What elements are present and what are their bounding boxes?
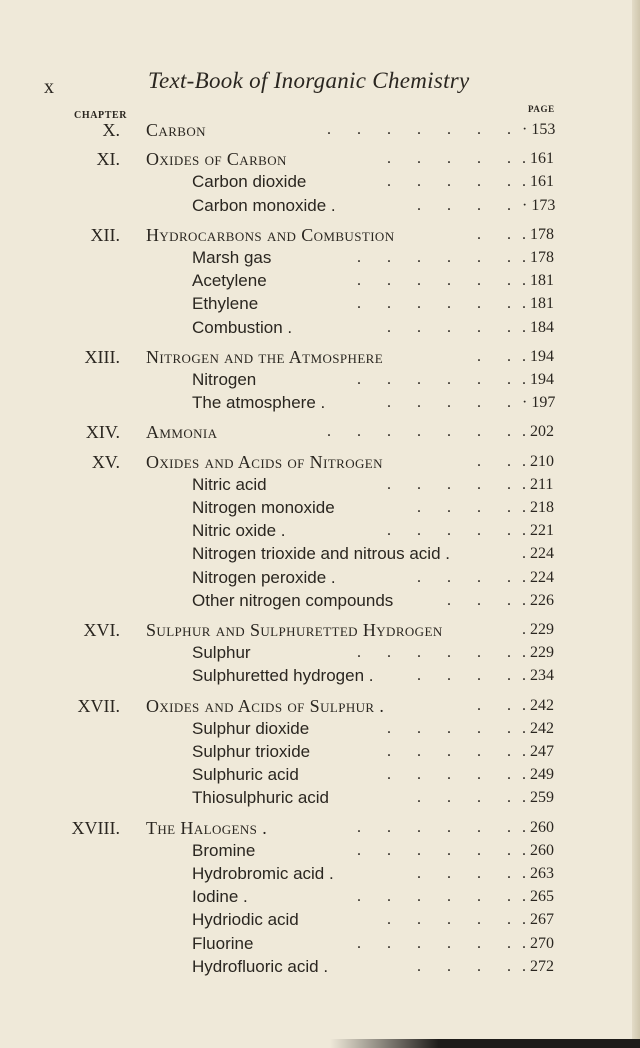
chapter-title: Carbon bbox=[146, 120, 206, 140]
chapter-title: Oxides and Acids of Sulphur . bbox=[146, 695, 385, 716]
page-number: . 194 bbox=[522, 371, 554, 388]
page-number: . 265 bbox=[522, 888, 554, 906]
leader-dots: . . . . . . bbox=[357, 295, 522, 313]
chapter-title: Ammonia bbox=[146, 422, 218, 443]
leader-dots: . . . . . bbox=[387, 318, 522, 336]
page-number: . 218 bbox=[522, 499, 554, 516]
leader-dots: . . . . . bbox=[387, 766, 522, 784]
running-header bbox=[0, 66, 640, 96]
leader-dots: . . . . . . . bbox=[327, 121, 522, 138]
toc-section-row bbox=[0, 786, 640, 810]
page-number: . 259 bbox=[522, 789, 554, 807]
leader-dots: . . . . . . bbox=[357, 249, 522, 266]
section-title: Nitrogen monoxide bbox=[192, 498, 335, 517]
toc-section-row bbox=[0, 519, 640, 543]
chapter-number: XI. bbox=[96, 149, 120, 170]
page-number: . 221 bbox=[522, 522, 554, 540]
section-title: Hydriodic acid bbox=[192, 910, 299, 930]
section-title: Thiosulphuric acid bbox=[192, 788, 330, 808]
page-number: . 263 bbox=[522, 865, 554, 882]
toc-section-row bbox=[0, 641, 640, 665]
section-title: Combustion . bbox=[192, 317, 293, 337]
section-title: Sulphur bbox=[192, 643, 251, 663]
toc-section-row bbox=[0, 717, 640, 741]
section-title: The atmosphere . bbox=[192, 393, 326, 413]
page-number: . 184 bbox=[522, 318, 554, 336]
section-title: Sulphur dioxide bbox=[192, 718, 310, 738]
toc-section-row bbox=[0, 955, 640, 979]
leader-dots: . . . . bbox=[417, 499, 522, 516]
toc-section-row bbox=[0, 542, 640, 566]
leader-dots: . . bbox=[477, 452, 522, 470]
page-column-heading: PAGE bbox=[528, 104, 555, 114]
page-number: . 161 bbox=[522, 173, 554, 191]
page-number: . 242 bbox=[522, 719, 554, 737]
page-number: . 229 bbox=[522, 644, 554, 662]
page-number: . 229 bbox=[522, 621, 554, 638]
leader-dots: . . . . bbox=[417, 865, 522, 882]
book-title: Text-Book of Inorganic Chemistry bbox=[148, 68, 470, 93]
page-numeral: x bbox=[44, 76, 55, 98]
section-title: Hydrobromic acid . bbox=[192, 864, 334, 883]
toc-section-row bbox=[0, 292, 640, 316]
chapter-number: XII. bbox=[90, 224, 120, 245]
chapter-title: Hydrocarbons and Combustion bbox=[146, 224, 395, 245]
toc-section-row bbox=[0, 908, 640, 932]
page-number: . 270 bbox=[522, 934, 554, 952]
section-title: Fluorine bbox=[192, 933, 254, 953]
leader-dots: . . . . . bbox=[387, 719, 522, 737]
page-number: . 202 bbox=[522, 423, 554, 441]
toc-section-row bbox=[0, 885, 640, 909]
page-number: . 210 bbox=[522, 452, 554, 470]
toc-section-row bbox=[0, 316, 640, 340]
section-title: Sulphuric acid bbox=[192, 765, 299, 785]
leader-dots: . . . bbox=[447, 591, 522, 609]
toc-section-row bbox=[0, 194, 640, 218]
leader-dots: . . bbox=[477, 347, 522, 365]
leader-dots: . . . . . . bbox=[357, 371, 522, 388]
leader-dots: . . . . bbox=[417, 196, 522, 214]
section-title: Nitrogen trioxide and nitrous acid . bbox=[192, 544, 450, 564]
page-number: . 224 bbox=[522, 545, 554, 563]
page-number: · 173 bbox=[522, 196, 556, 214]
chapter-title: Oxides of Carbon bbox=[146, 149, 287, 170]
section-title: Acetylene bbox=[192, 271, 267, 291]
section-title: Ethylene bbox=[192, 294, 259, 314]
leader-dots: . . bbox=[477, 225, 522, 243]
toc-chapter-row bbox=[0, 816, 640, 840]
toc-section-row bbox=[0, 368, 640, 392]
page-number: . 247 bbox=[522, 743, 554, 760]
toc-section-row bbox=[0, 566, 640, 590]
page-number: . 226 bbox=[522, 591, 554, 609]
page-number: . 249 bbox=[522, 766, 554, 784]
toc-chapter-row bbox=[0, 223, 640, 247]
page-number: . 272 bbox=[522, 957, 554, 975]
toc-section-row bbox=[0, 932, 640, 956]
toc-section-row bbox=[0, 170, 640, 194]
toc-section-row bbox=[0, 496, 640, 520]
page-number: . 267 bbox=[522, 911, 554, 929]
chapter-number: XVIII. bbox=[71, 817, 120, 838]
leader-dots: . . . . bbox=[417, 957, 522, 975]
page-number: . 178 bbox=[522, 249, 554, 266]
section-title: Sulphuretted hydrogen . bbox=[192, 666, 374, 686]
toc-section-row bbox=[0, 763, 640, 787]
leader-dots: . . . . . bbox=[387, 394, 522, 412]
page-number: . 178 bbox=[522, 225, 554, 243]
page-number: . 194 bbox=[522, 347, 554, 365]
toc-chapter-row bbox=[0, 694, 640, 718]
page-number: . 260 bbox=[522, 818, 554, 836]
leader-dots: . . . . . . bbox=[357, 841, 522, 859]
page-number: . 161 bbox=[522, 150, 554, 168]
section-title: Nitric oxide . bbox=[192, 521, 286, 541]
toc-section-row bbox=[0, 473, 640, 497]
page-number: . 211 bbox=[522, 475, 554, 493]
chapter-title: Sulphur and Sulphuretted Hydrogen bbox=[146, 620, 443, 640]
page-number: . 181 bbox=[522, 272, 554, 290]
chapter-number: XIV. bbox=[85, 422, 120, 443]
toc-chapter-row bbox=[0, 147, 640, 171]
leader-dots: . . bbox=[477, 696, 522, 714]
toc-chapter-row bbox=[0, 618, 640, 642]
toc-section-row bbox=[0, 391, 640, 415]
page-number: . 260 bbox=[522, 841, 554, 859]
page-number: · 197 bbox=[522, 394, 556, 412]
page-number: . 234 bbox=[522, 667, 554, 685]
section-title: Other nitrogen compounds bbox=[192, 590, 394, 610]
section-title: Nitric acid bbox=[192, 474, 267, 494]
page-number: . 181 bbox=[522, 295, 554, 313]
leader-dots: . . . . . bbox=[387, 743, 522, 760]
leader-dots: . . . . . . . bbox=[327, 423, 522, 441]
section-title: Carbon dioxide bbox=[192, 172, 307, 192]
chapter-number: XIII. bbox=[84, 346, 120, 367]
leader-dots: . . . . . bbox=[387, 522, 522, 540]
chapter-title: The Halogens . bbox=[146, 817, 268, 838]
leader-dots: . . . . . . bbox=[357, 818, 522, 836]
section-title: Carbon monoxide . bbox=[192, 195, 336, 215]
toc-section-row bbox=[0, 664, 640, 688]
chapter-column-heading: CHAPTER bbox=[74, 110, 128, 121]
leader-dots: . . . . . . bbox=[357, 644, 522, 662]
chapter-number: XVII. bbox=[77, 695, 120, 716]
leader-dots: . . . . . bbox=[387, 475, 522, 493]
toc-section-row bbox=[0, 839, 640, 863]
leader-dots: . . . . bbox=[417, 789, 522, 807]
chapter-number: XV. bbox=[91, 451, 120, 472]
section-title: Nitrogen peroxide . bbox=[192, 567, 336, 587]
leader-dots: . . . . bbox=[417, 667, 522, 685]
toc-section-row bbox=[0, 862, 640, 886]
leader-dots: . . . . . bbox=[387, 150, 522, 168]
chapter-number: XVI. bbox=[83, 620, 120, 640]
toc-section-row bbox=[0, 246, 640, 270]
toc-section-row bbox=[0, 740, 640, 764]
chapter-title: Nitrogen and the Atmosphere bbox=[146, 346, 384, 367]
section-title: Hydrofluoric acid . bbox=[192, 956, 329, 976]
section-title: Nitrogen bbox=[192, 370, 257, 389]
chapter-number: X. bbox=[102, 120, 120, 140]
scan-bottom-edge bbox=[330, 1039, 640, 1048]
leader-dots: . . . . . . bbox=[357, 888, 522, 906]
leader-dots: . . . . . bbox=[387, 911, 522, 929]
leader-dots: . . . . . bbox=[387, 173, 522, 191]
section-title: Marsh gas bbox=[192, 248, 272, 267]
toc-chapter-row bbox=[0, 118, 640, 142]
section-title: Bromine bbox=[192, 840, 256, 860]
leader-dots: . . . . bbox=[417, 568, 522, 586]
toc-chapter-row bbox=[0, 345, 640, 369]
toc-section-row bbox=[0, 589, 640, 613]
section-title: Sulphur trioxide bbox=[192, 742, 311, 761]
toc-section-row bbox=[0, 269, 640, 293]
chapter-title: Oxides and Acids of Nitrogen bbox=[146, 451, 383, 472]
leader-dots: . . . . . . bbox=[357, 272, 522, 290]
page-number: . 242 bbox=[522, 696, 554, 714]
page-number: · 153 bbox=[522, 121, 556, 138]
leader-dots: . . . . . . bbox=[357, 934, 522, 952]
toc-chapter-row bbox=[0, 450, 640, 474]
page-number: . 224 bbox=[522, 568, 554, 586]
toc-chapter-row bbox=[0, 420, 640, 444]
section-title: Iodine . bbox=[192, 887, 248, 907]
